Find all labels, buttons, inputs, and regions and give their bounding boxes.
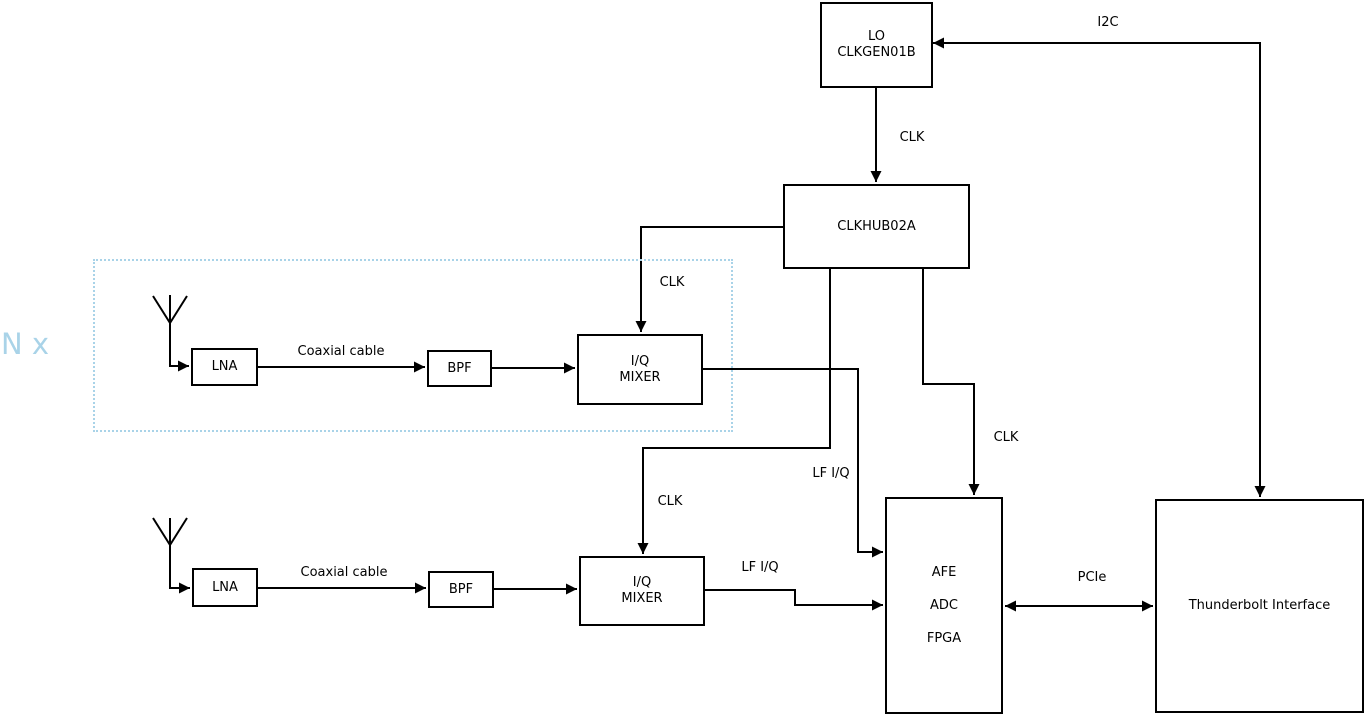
node-lo-clkgen [820,2,933,88]
node-mixer-top-line2: MIXER [619,369,661,385]
edge-lfiq-bottom-line [705,590,883,605]
node-clkhub [783,184,970,269]
node-thunderbolt-label: Thunderbolt Interface [1188,598,1331,613]
antenna-bottom-icon [153,518,190,588]
edge-label-pcie: PCIe [1077,570,1107,585]
node-lo-clkgen-line2: CLKGEN01B [837,45,916,60]
node-mixer-top [577,334,703,405]
node-lna-bottom [192,568,258,607]
node-lna-top [191,348,258,386]
edge-label-coax-bottom: Coaxial cable [300,565,388,580]
node-lo-clkgen-line1: LO [867,29,885,44]
edge-label-clk-lo-to-hub: CLK [899,130,925,145]
edge-i2c-line [933,43,1260,497]
node-bpf-top [427,350,492,387]
edge-label-i2c: I2C [1097,15,1119,30]
edge-label-clk-hub-to-afe: CLK [993,430,1019,445]
edge-label-clk-hub-to-mixer-bottom: CLK [657,494,683,509]
node-lna-top-label: LNA [211,359,238,374]
node-afe-adc-fpga [885,497,1003,714]
edge-label-coax-top: Coaxial cable [297,344,385,359]
node-bpf-top-label: BPF [447,360,472,376]
edge-label-clk-hub-to-mixer-top: CLK [659,275,685,290]
node-lna-bottom-label: LNA [212,579,238,595]
node-mixer-bottom-line1: I/Q [632,575,652,590]
node-afe-line2: ADC [930,597,958,613]
group-multiplier-label: N x [1,327,50,361]
node-afe-line3: FPGA [926,630,962,646]
edge-label-lfiq-bottom: LF I/Q [741,560,779,575]
node-clkhub-label: CLKHUB02A [837,218,916,234]
edge-label-lfiq-top: LF I/Q [812,466,850,481]
node-mixer-top-line1: I/Q [630,353,650,369]
node-afe-line1: AFE [931,564,957,580]
edge-clk-hub-to-afe-line [923,269,974,495]
node-bpf-bottom-label: BPF [448,581,474,597]
node-mixer-bottom [579,556,705,626]
node-thunderbolt-interface [1155,499,1364,713]
node-mixer-bottom-line2: MIXER [621,591,663,606]
node-bpf-bottom [428,571,494,608]
